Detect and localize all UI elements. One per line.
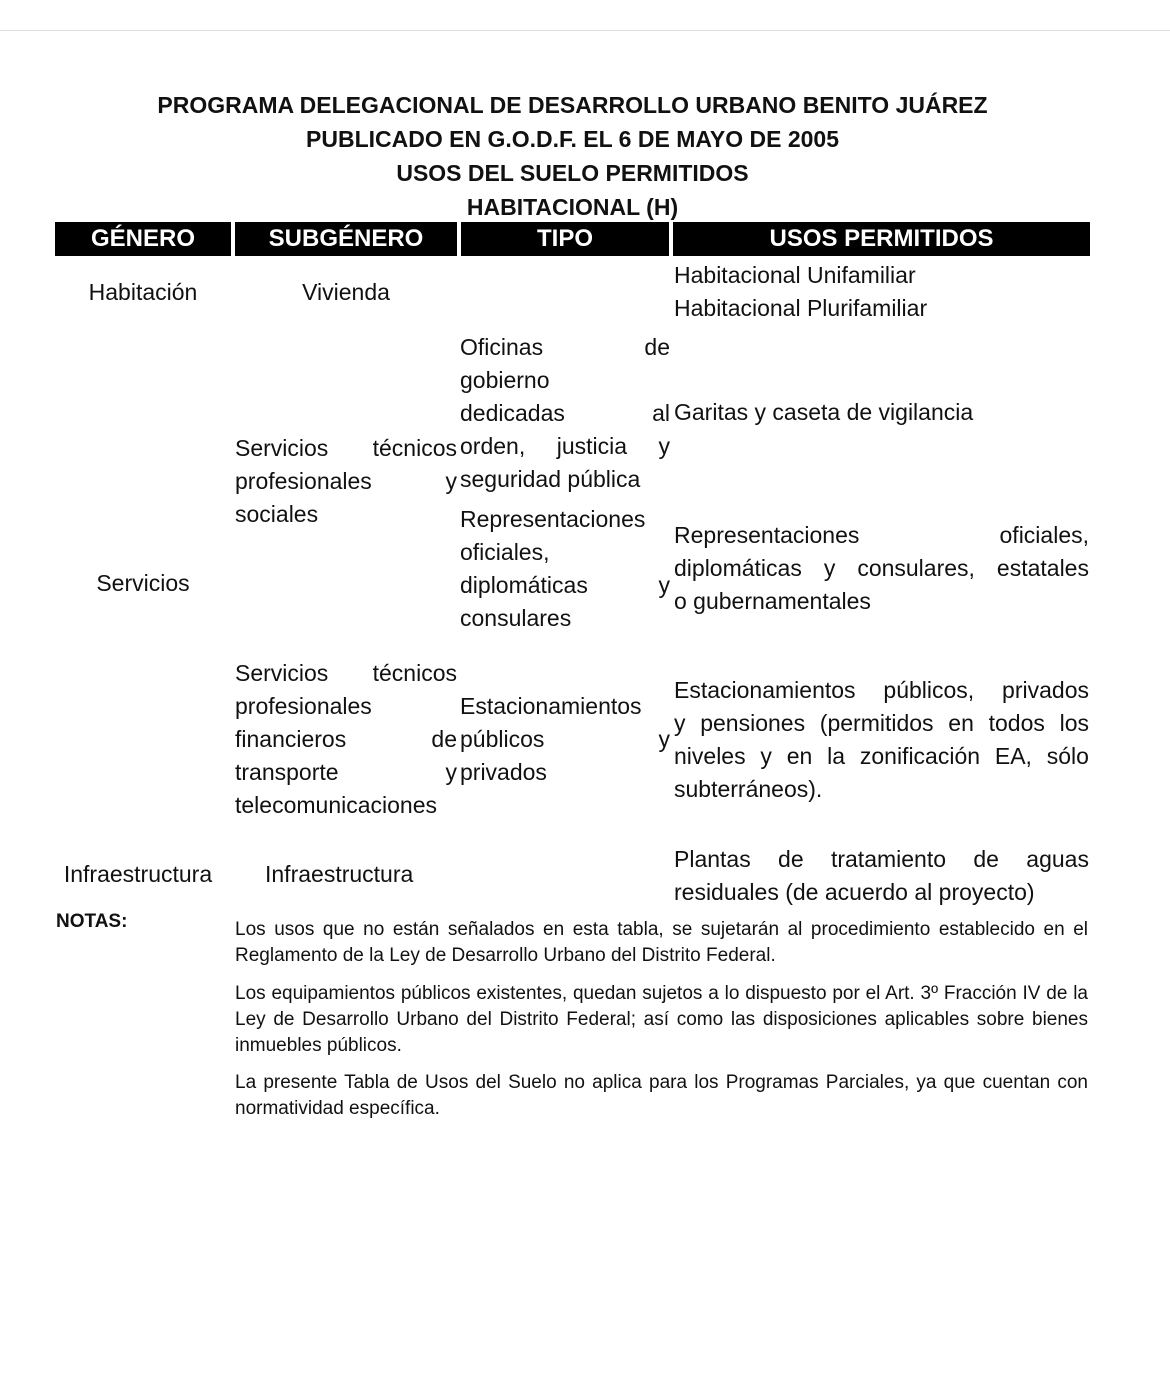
row-infraestructura-subgenero: Infraestructura	[265, 861, 414, 887]
column-header-subgenero: SUBGÉNERO	[235, 222, 457, 256]
note-2: Los equipamientos públicos existentes, quedan sujetos a lo dispuesto por el Art. 3º Fracción IV de la Ley de Desarrollo Urbano del Distrito Federal; así como las disposiciones aplicables sobre bienes inmuebles públicos.	[235, 983, 1088, 1056]
row-servicios-tipo-oficinas: Oficinas de gobierno dedicadas al orden, justicia y seguridad pública	[460, 334, 670, 492]
top-divider	[0, 30, 1170, 31]
row-servicios-tipo-estacionamientos: Estacionamientos públicos y privados	[460, 693, 670, 785]
notes-label: NOTAS:	[56, 911, 128, 932]
row-infraestructura-usos: Plantas de tratamiento de aguas residuales (de acuerdo al proyecto)	[674, 846, 1089, 905]
column-header-tipo: TIPO	[461, 222, 669, 256]
column-header-genero: GÉNERO	[55, 222, 231, 256]
header-publication: PUBLICADO EN G.O.D.F. EL 6 DE MAYO DE 2005	[306, 126, 839, 152]
row-servicios-subgenero-sociales: Servicios técnicos profesionales y sociales	[235, 435, 457, 527]
row-servicios-usos-estacionamientos: Estacionamientos públicos, privados y pensiones (permitidos en todos los niveles y en la zonificación EA, sólo subterráneos).	[674, 677, 1089, 802]
header-subtitle: USOS DEL SUELO PERMITIDOS	[396, 160, 749, 186]
row-infraestructura-genero: Infraestructura	[63, 861, 213, 887]
row-habitacion-genero: Habitación	[88, 279, 198, 305]
row-servicios-genero: Servicios	[96, 570, 190, 596]
note-1: Los usos que no están señalados en esta tabla, se sujetarán al procedimiento establecido en el Reglamento de la Ley de Desarrollo Urbano del Distrito Federal.	[235, 919, 1088, 966]
usos-plurifamiliar: Habitacional Plurifamiliar	[674, 295, 928, 321]
document-header	[0, 88, 1145, 224]
row-habitacion-usos	[674, 259, 1090, 325]
row-servicios-usos-garitas: Garitas y caseta de vigilancia	[674, 399, 974, 425]
row-servicios-subgenero-financieros: Servicios técnicos profesionales financieros de transporte y telecomunicaciones	[235, 660, 457, 818]
row-servicios-tipo-representaciones: Representaciones oficiales, diplomáticas y consulares	[460, 506, 670, 631]
row-habitacion-subgenero: Vivienda	[302, 279, 390, 305]
column-header-usos-permitidos: USOS PERMITIDOS	[673, 222, 1090, 256]
header-title: PROGRAMA DELEGACIONAL DE DESARROLLO URBANO BENITO JUÁREZ	[157, 92, 988, 118]
note-3: La presente Tabla de Usos del Suelo no aplica para los Programas Parciales, ya que cuentan con normatividad específica.	[235, 1072, 1088, 1119]
header-category: HABITACIONAL (H)	[466, 194, 679, 220]
usos-unifamiliar: Habitacional Unifamiliar	[674, 262, 916, 288]
row-servicios-usos-representaciones: Representaciones oficiales, diplomáticas y consulares, estatales o gubernamentales	[674, 522, 1089, 614]
